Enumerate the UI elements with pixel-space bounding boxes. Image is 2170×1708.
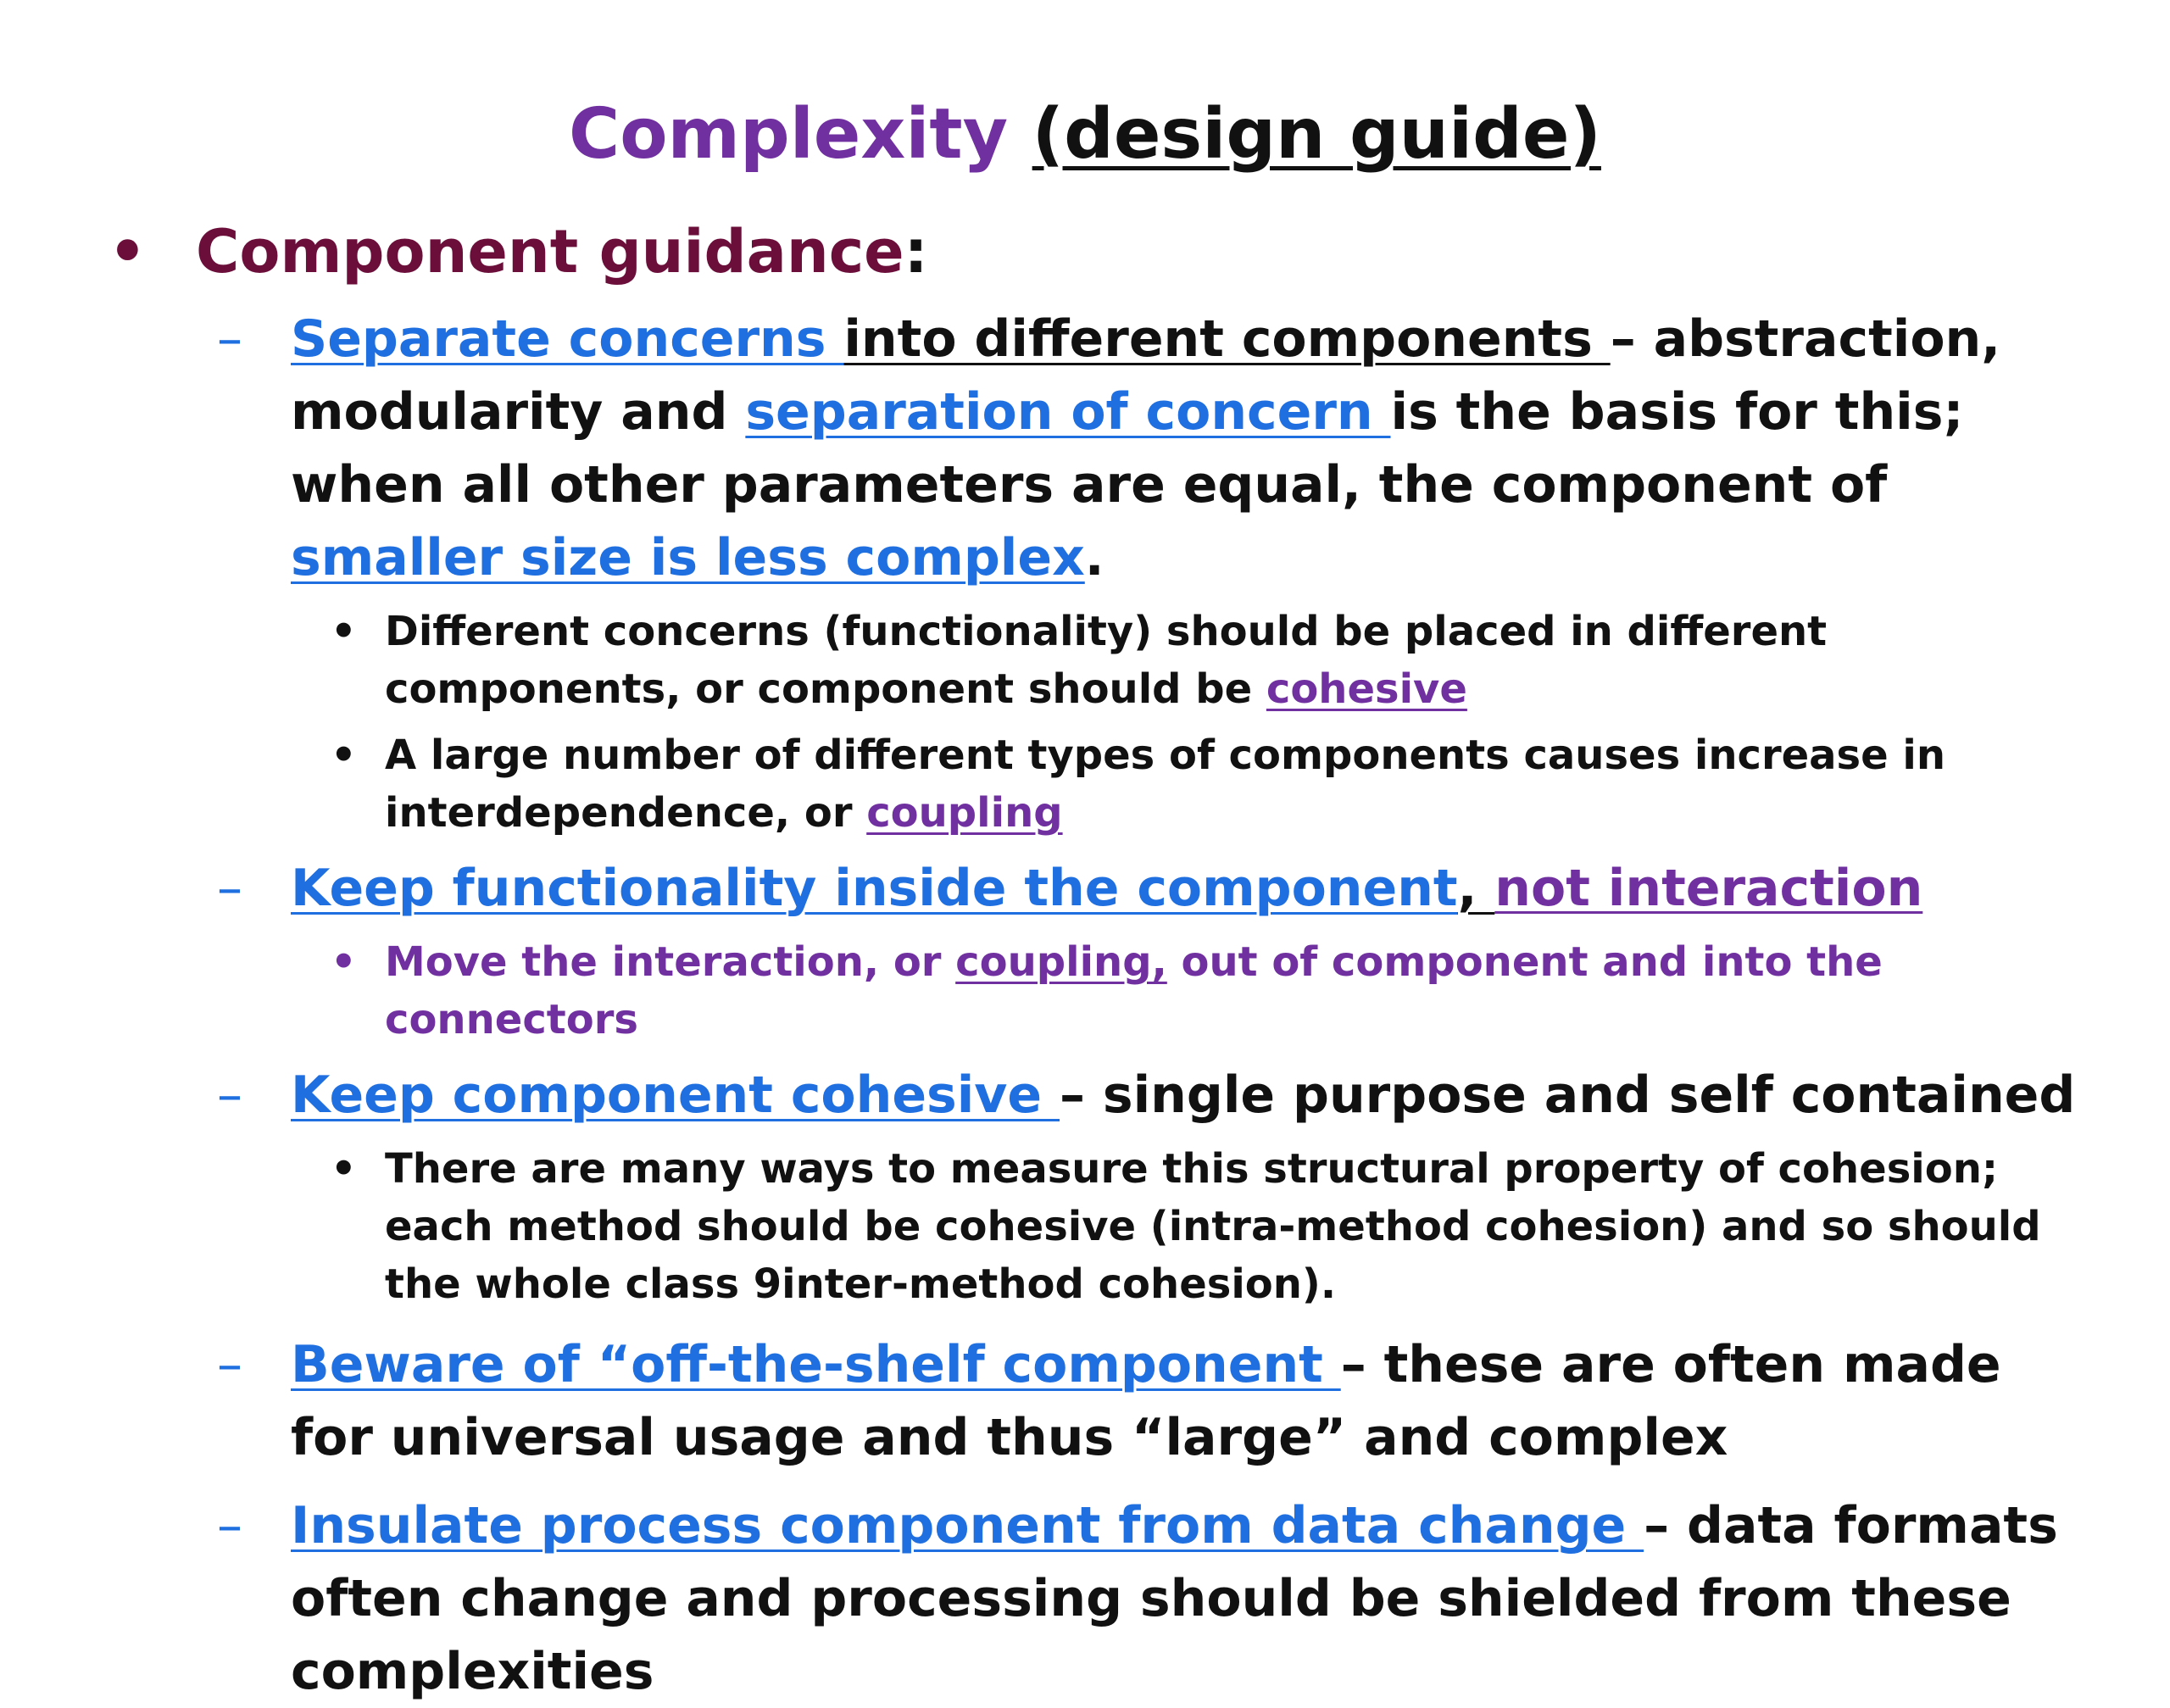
dash-marker: – [217,1496,242,1555]
item-text: is the basis for this; when all other parameters are equal, the component of [291,382,1964,515]
item-comma: , [1457,859,1495,918]
item-text: – abstraction, modularity and [291,309,2001,442]
title-main: Complexity [569,94,1009,175]
section-heading [108,216,2092,287]
link-into-different-components[interactable]: into different components [843,309,1611,369]
subitem-different-concerns [108,603,2092,718]
link-coupling-2[interactable]: coupling, [955,938,1167,986]
link-keep-functionality[interactable]: Keep functionality inside the component [291,859,1458,918]
bullet-marker: • [108,217,147,287]
link-cohesive[interactable]: cohesive [1266,665,1467,713]
bullet-marker: • [331,1145,357,1193]
section-heading-colon: : [904,217,928,287]
link-insulate-process[interactable]: Insulate process component from data change [291,1496,1644,1555]
dash-marker: – [217,859,242,918]
slide-body [108,216,2092,1708]
item-insulate-process [108,1489,2092,1708]
item-separate-concerns [108,303,2092,594]
item-text: – single purpose and self contained [1060,1065,2076,1125]
section-heading-text: Component guidance [196,217,904,287]
bullet-marker: • [331,608,357,655]
subitem-large-number [108,726,2092,842]
subitem-measure-cohesion [108,1140,2092,1313]
link-not-interaction[interactable]: not interaction [1494,859,1923,918]
link-separation-of-concern[interactable]: separation of concern [745,382,1391,442]
item-text: . [1084,528,1104,587]
link-coupling[interactable]: coupling [866,789,1063,837]
subitem-text: There are many ways to measure this structural property of cohesion; each method should be cohesive (intra-method cohesion) and so should the whole class 9inter-method cohesion). [385,1145,2041,1308]
subitem-text: Move the interaction, or [385,938,956,986]
dash-marker: – [217,1065,242,1125]
slide-title [0,93,2170,176]
subitem-text: Different concerns (functionality) should be placed in different components, or component should be [385,608,1828,713]
item-keep-functionality [108,852,2092,925]
subitem-text: out of component and into the connectors [385,938,1883,1043]
item-keep-cohesive [108,1059,2092,1132]
subitem-text: A large number of different types of components causes increase in interdependence, or [385,732,1946,837]
dash-marker: – [217,309,242,369]
link-smaller-size[interactable]: smaller size is less complex [291,528,1085,587]
link-beware-off-the-shelf[interactable]: Beware of “off-the-shelf component [291,1335,1341,1394]
item-text: – data formats often change and processing should be shielded from these complexities [291,1496,2058,1701]
subitem-move-interaction [108,933,2092,1049]
item-text: – these are often made for universal usage and thus “large” and complex [291,1335,2001,1467]
bullet-marker: • [331,938,357,986]
link-keep-component-cohesive[interactable]: Keep component cohesive [291,1065,1060,1125]
bullet-marker: • [331,732,357,779]
dash-marker: – [217,1335,242,1394]
title-link-design-guide[interactable]: (design guide) [1032,94,1601,175]
link-separate-concerns[interactable]: Separate concerns [291,309,844,369]
item-beware-off-the-shelf [108,1328,2092,1474]
